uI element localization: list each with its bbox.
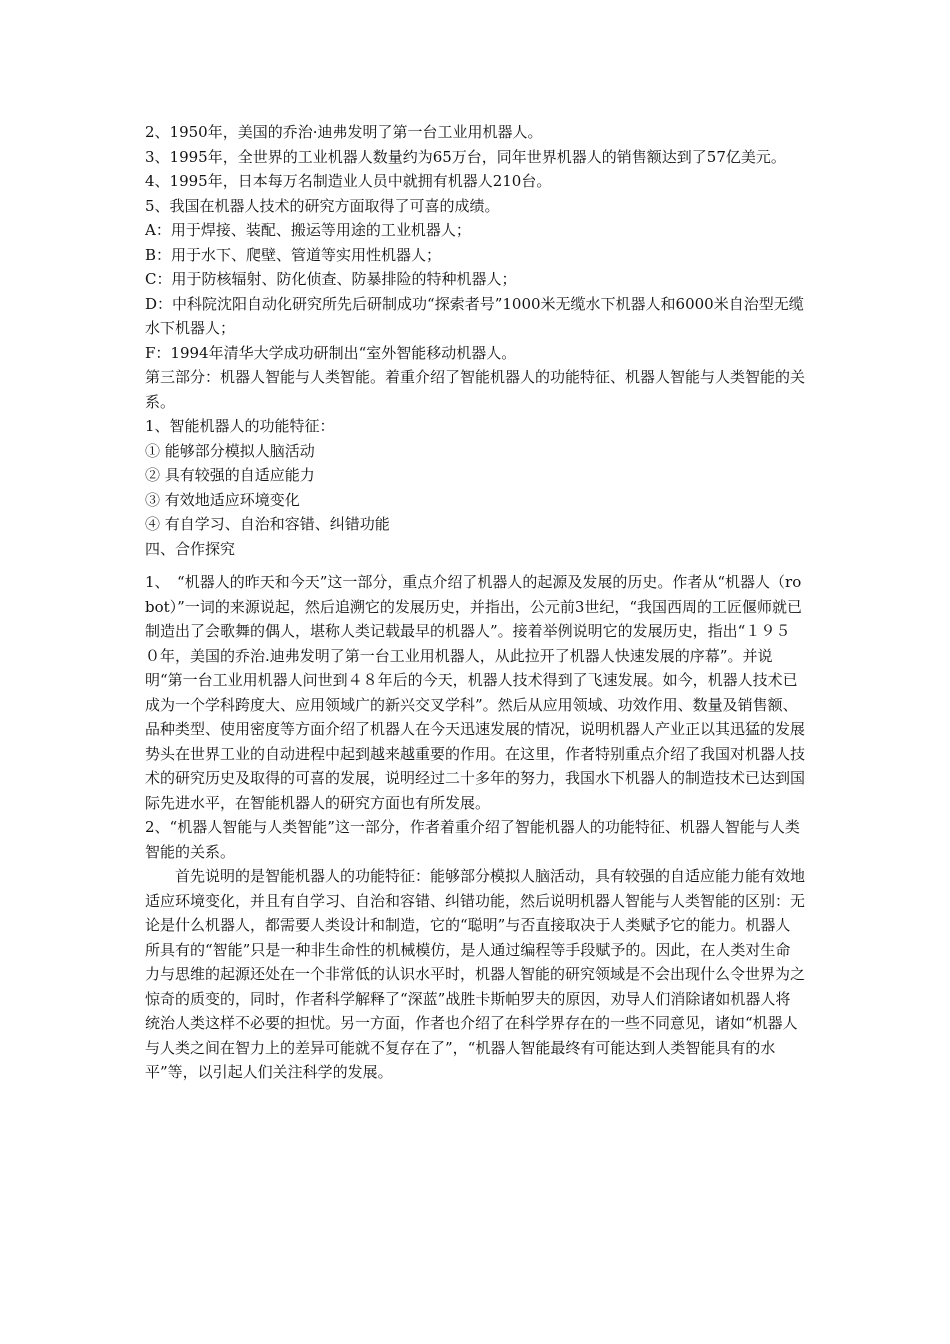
feature-item: ② 具有较强的自适应能力 — [145, 466, 315, 484]
features-heading: 1、智能机器人的功能特征： — [145, 417, 335, 435]
list-item: D：中科院沈阳自动化研究所先后研制成功“探索者号”1000米无缆水下机器人和6000米自治型无缆水下机器人； — [145, 294, 804, 337]
list-item: 4、1995年，日本每万名制造业人员中就拥有机器人210台。 — [145, 172, 552, 190]
part3-intro: 第三部分：机器人智能与人类智能。着重介绍了智能机器人的功能特征、机器人智能与人类智能的关系。 — [145, 368, 806, 411]
list-item: B：用于水下、爬壁、管道等实用性机器人； — [145, 245, 442, 264]
section-heading: 四、合作探究 — [145, 539, 236, 558]
list-item: A：用于焊接、装配、搬运等用途的工业机器人； — [145, 221, 471, 239]
explore-paragraph: 2、“机器人智能与人类智能”这一部分，作者着重介绍了智能机器人的功能特征、机器人智能与人类智能的关系。 — [145, 818, 800, 861]
list-item: 2、1950年，美国的乔治·迪弗发明了第一台工业用机器人。 — [145, 123, 543, 141]
feature-item: ③ 有效地适应环境变化 — [145, 490, 300, 509]
list-item: F：1994年清华大学成功研制出“室外智能移动机器人。 — [145, 343, 517, 362]
feature-item: ① 能够部分模拟人脑活动 — [145, 441, 315, 460]
explore-paragraph: 1、 “机器人的昨天和今天”这一部分，重点介绍了机器人的起源及发展的历史。作者从“机器人（robot）”一词的来源说起，然后追溯它的发展历史，并指出，公元前3世纪，“我国西周的工匠偃师就已制造出了会歌舞的偶人，堪称人类记载最早的机器人”。接着举例说明它的发展历史，指出“１９５０年，美国的乔治.迪弗发明了第一台工业用机器人，从此拉开了机器人快速发展的序幕”。并说明“第一台工业用机器人问世到４８年后的今天，机器人技术得到了飞速发展。如今，机器人技术已成为一个学科跨度大、应用领域广的新兴交叉学科”。然后从应用领域、功效作用、数量及销售额、品种类型、使用密度等方面介绍了机器人在今天迅速发展的情况，说明机器人产业正以其迅猛的发展势头在世界工业的自动进程中起到越来越重要的作用。在这里，作者特别重点介绍了我国对机器人技术的研究历史及取得的可喜的发展，说明经过二十多年的努力，我国水下机器人的制造技术已达到国际先进水平，在智能机器人的研究方面也有所发展。 — [145, 573, 806, 812]
document-body — [145, 120, 805, 1085]
feature-item: ④ 有自学习、自治和容错、纠错功能 — [145, 515, 390, 533]
final-paragraph: 首先说明的是智能机器人的功能特征：能够部分模拟人脑活动，具有较强的自适应能力能有效地适应环境变化，并且有自学习、自治和容错、纠错功能，然后说明机器人智能与人类智能的区别：无论是什么机器人，都需要人类设计和制造，它的“聪明”与否直接取决于人类赋予它的能力。机器人所具有的“智能”只是一种非生命性的机械模仿，是人通过编程等手段赋予的。因此，在人类对生命力与思维的起源还处在一个非常低的认识水平时，机器人智能的研究领域是不会出现什么令世界为之惊奇的质变的，同时，作者科学解释了“深蓝”战胜卡斯帕罗夫的原因，劝导人们消除诸如机器人将统治人类这样不必要的担忧。另一方面，作者也介绍了在科学界存在的一些不同意见，诸如“机器人与人类之间在智力上的差异可能就不复存在了”，“机器人智能最终有可能达到人类智能具有的水平”等，以引起人们关注科学的发展。 — [145, 867, 806, 1081]
list-item: 3、1995年，全世界的工业机器人数量约为65万台，同年世界机器人的销售额达到了57亿美元。 — [145, 147, 786, 166]
list-item: C：用于防核辐射、防化侦查、防暴排险的特种机器人； — [145, 270, 517, 288]
list-item: 5、我国在机器人技术的研究方面取得了可喜的成绩。 — [145, 196, 500, 215]
